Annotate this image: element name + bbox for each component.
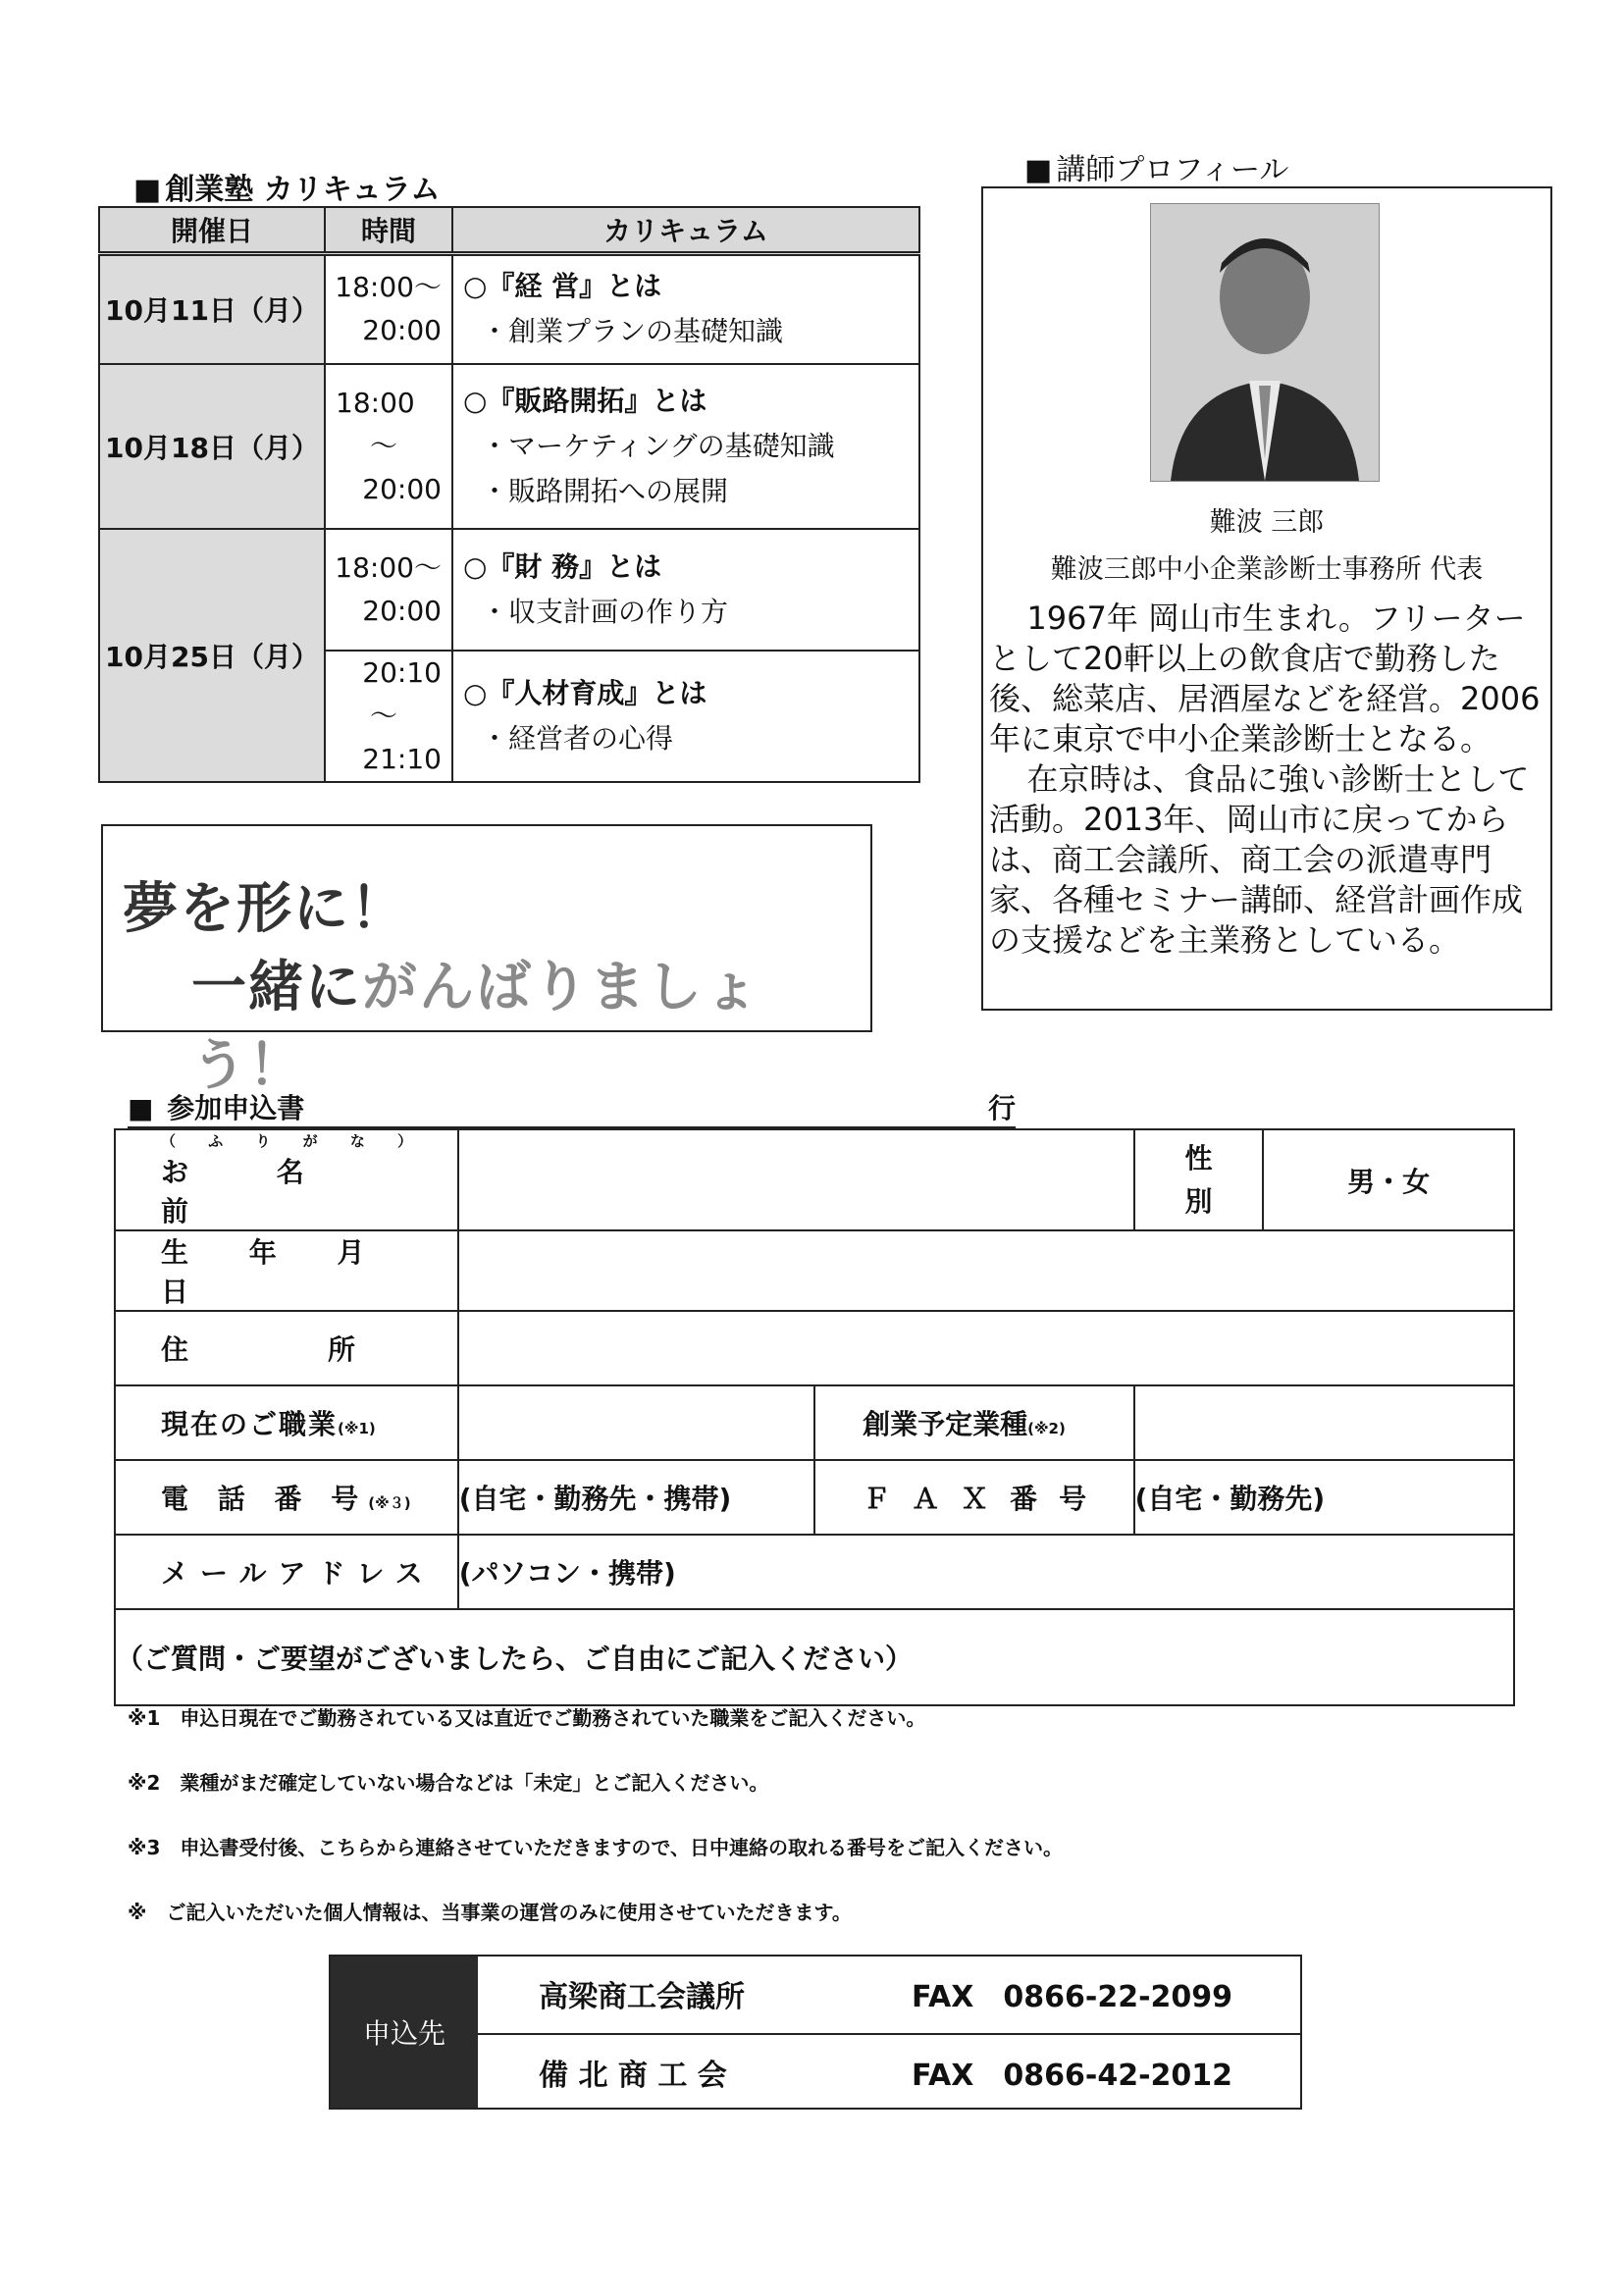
gender-label: 性 別 (1134, 1129, 1264, 1230)
table-header: 開催日 (99, 207, 325, 254)
lecturer-bio: 1967年 岡山市生まれ。フリーターとして20軒以上の飲食店で勤務した後、総菜店、居酒屋などを経営。2006年に東京で中小企業診断士となる。 在京時は、食品に強い診断士として活動。2013年、岡山市に戻ってからは、商工会議所、商工会の派遣専門家、各種セミナー講師、経営計画作成の支援などを主業務としている。 (989, 600, 1541, 959)
birthdate-field[interactable] (458, 1230, 1514, 1311)
table-header: カリキュラム (452, 207, 919, 254)
note-item: ※2 業種がまだ確定していない場合などは「未定」とご記入ください。 (128, 1771, 769, 1795)
session-date: 10月25日（月） (99, 529, 325, 782)
name-label: （ ふ り が な ） お 名 前 (115, 1129, 458, 1230)
occupation-label: 現在のご職業(※1) (115, 1385, 458, 1460)
destination-row: 備 北 商 工 会 FAX 0866-42-2012 (478, 2033, 1302, 2110)
profile-title: ■ 講師プロフィール (1024, 145, 1288, 188)
destination-row: 高梁商工会議所 FAX 0866-22-2099 (539, 1980, 1233, 2014)
phone-label: 電 話 番 号(※３) (115, 1460, 458, 1535)
form-title: ■ 参加申込書 行 (128, 1087, 1016, 1128)
session-time: 18:00〜 20:00 (325, 254, 452, 364)
destination-box (329, 1955, 1302, 2110)
occupation-field[interactable] (458, 1385, 814, 1460)
lecturer-org: 難波三郎中小企業診断士事務所 代表 (1050, 554, 1484, 585)
note-item: ※1 申込日現在でご勤務されている又は直近でご勤務されていた職業をご記入ください。 (128, 1706, 926, 1730)
gender-field[interactable]: 男・女 (1263, 1129, 1514, 1230)
comments-field[interactable]: （ご質問・ご要望がございましたら、ご自由にご記入ください） (115, 1609, 1514, 1705)
session-date: 10月18日（月） (99, 364, 325, 529)
name-field[interactable] (458, 1129, 1134, 1230)
table-header: 時間 (325, 207, 452, 254)
business-type-label: 創業予定業種(※2) (814, 1385, 1134, 1460)
address-field[interactable] (458, 1311, 1514, 1385)
address-label: 住 所 (115, 1311, 458, 1385)
birthdate-label: 生 年 月 日 (115, 1230, 458, 1311)
session-time: 20:10 〜 21:10 (325, 651, 452, 782)
lecturer-name: 難波 三郎 (1209, 507, 1325, 538)
business-type-field[interactable] (1134, 1385, 1514, 1460)
session-time: 18:00〜 20:00 (325, 529, 452, 651)
slogan-line2: 一緒にがんばりましょう！ (191, 956, 760, 1098)
lecturer-photo (1150, 203, 1380, 482)
session-content: ○『財 務』とは ・収支計画の作り方 (452, 529, 919, 651)
form-notes (128, 1707, 1063, 1966)
session-content: ○『経 営』とは ・創業プランの基礎知識 (452, 254, 919, 364)
curriculum-table (98, 206, 920, 783)
note-item: ※ ご記入いただいた個人情報は、当事業の運営のみに使用させていただきます。 (128, 1901, 852, 1924)
slogan-line1: 夢を形に！ (123, 877, 407, 941)
destination-header: 申込先 (331, 1957, 478, 2108)
phone-field[interactable]: (自宅・勤務先・携帯) (458, 1460, 814, 1535)
session-content: ○『人材育成』とは ・経営者の心得 (452, 651, 919, 782)
email-field[interactable]: (パソコン・携帯) (458, 1535, 1514, 1609)
session-date: 10月11日（月） (99, 254, 325, 364)
email-label: メールアドレス (115, 1535, 458, 1609)
fax-field[interactable]: (自宅・勤務先) (1134, 1460, 1514, 1535)
profile-box (981, 186, 1552, 1011)
fax-label: ＦＡＸ番号 (814, 1460, 1134, 1535)
application-form (114, 1128, 1515, 1706)
slogan-box (101, 824, 872, 1098)
curriculum-title: ■ 創業塾 カリキュラム (133, 165, 441, 208)
session-content: ○『販路開拓』とは ・マーケティングの基礎知識 ・販路開拓への展開 (452, 364, 919, 529)
session-time: 18:00 〜 20:00 (325, 364, 452, 529)
note-item: ※3 申込書受付後、こちらから連絡させていただきますので、日中連絡の取れる番号をご記入ください。 (128, 1836, 1063, 1859)
